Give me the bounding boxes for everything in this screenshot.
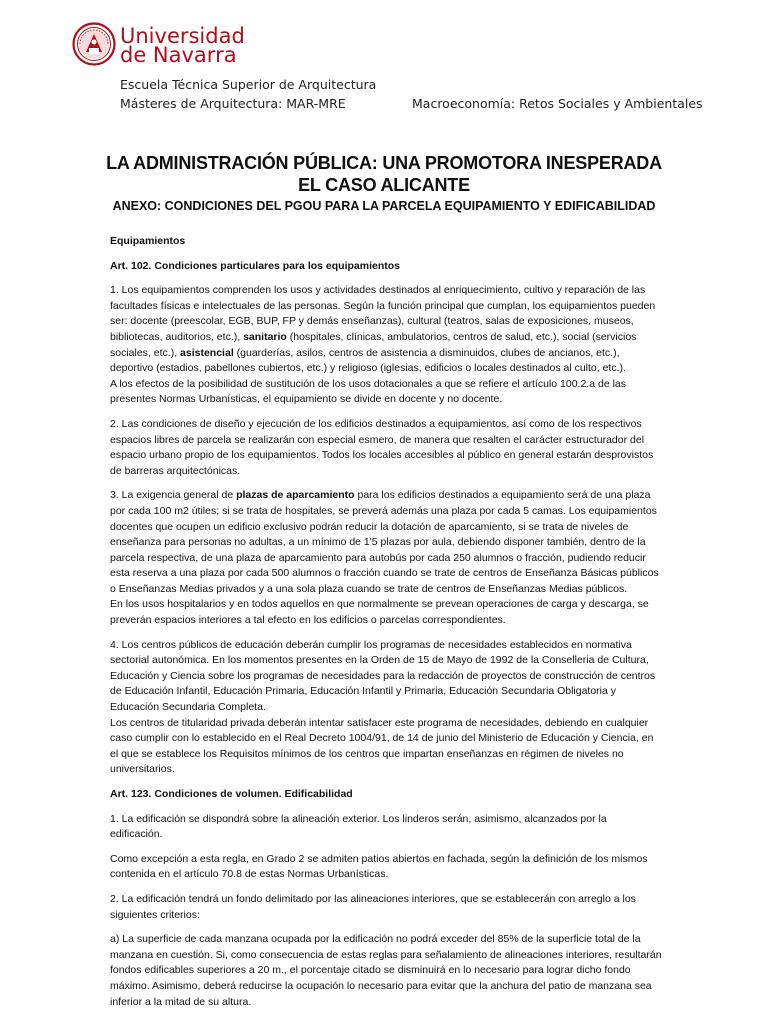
article-123-heading: Art. 123. Condiciones de volumen. Edificabilidad — [110, 788, 353, 800]
paragraph-4-continuation: Los centros de titularidad privada deberán intentar satisfacer este programa de necesidades, debiendo en cualquier caso cumplir con lo establecido en el Real Decreto 1004/91, de 14 de junio del Ministerio de Educación y Ciencia, en el que se establece los Requisitos mínimos de los centros que impartan enseñanzas en régimen de niveles no universitarios. — [110, 716, 654, 776]
program-name: Másteres de Arquitectura: MAR-MRE — [120, 96, 346, 111]
paragraph-3-text-a: 3. La exigencia general de — [110, 489, 237, 502]
paragraph-3-continuation: En los usos hospitalarios y en todos aquellos en que normalmente se prevean operaciones de carga y descarga, se preverán espacios interiores a tal efecto en los edificios o parcelas correspondientes. — [110, 598, 649, 627]
paragraph-3-text-c: para los edificios destinados a equipamiento será de una plaza por cada 100 m2 útiles; si se trata de hospitales, se preverá además una plaza por cada 5 camas. Los equipamientos docentes que ocupen un edificio exclusivo podrán reducir la dotación de aparcamiento, si se trata de niveles de enseñanza para personas no adultas, a un mínimo de 1'5 plazas por aula, debiendo disponer también, dentro de la parcela respectiva, de una plaza de aparcamiento para autobús por cada 250 alumnos o fracción, pudiendo reducir esta reserva a una plaza por cada 500 alumnos o fracción cuando se trate de centros de Enseñanza Básicas públicos o Enseñanzas Medias privados y a una sola plaza cuando se trate de centros de Enseñanzas Medias públicos. — [110, 489, 659, 595]
paragraph-1-continuation: A los efectos de la posibilidad de sustitución de los usos dotacionales a que se refiere el artículo 100.2.a de las presentes Normas Urbanísticas, el equipamiento se divide en docente y no docente. — [110, 377, 626, 406]
paragraph-1-text-c: (hospitales, clínicas, ambulatorios, centros de salud, etc.), social (servicios sociales, etc.), — [110, 330, 637, 359]
article-102-heading: Art. 102. Condiciones particulares para los equipamientos — [110, 259, 401, 272]
school-name: Escuela Técnica Superior de Arquitectura — [120, 77, 377, 92]
paragraph-1-text-e: (guarderías, asilos, centros de asistencia a disminuidos, clubes de ancianos, etc.), deportivo (estadios, pabellones cubiertos, etc.) y religioso (iglesias, edificios o locales destinados al culto, etc.). — [110, 346, 626, 375]
paragraph-1 — [110, 283, 662, 377]
paragraph-1-bold-asistencial: asistencial — [180, 346, 234, 359]
main-title: LA ADMINISTRACIÓN PÚBLICA: UNA PROMOTORA INESPERADA — [106, 153, 662, 173]
university-name — [120, 24, 245, 67]
paragraph-1-bold-sanitario: sanitario — [243, 330, 287, 343]
university-name-line2: de Navarra — [120, 43, 237, 67]
volume-paragraph-1: 1. La edificación se dispondrá sobre la alineación exterior. Los linderos serán, asimismo, alcanzados por la edificación. — [110, 812, 607, 841]
paragraph-3 — [110, 488, 662, 597]
paragraph-1-text-a: 1. Los equipamientos comprenden los usos y actividades destinados al enriquecimiento, cultivo y reparación de las facultades físicas e intelectuales de las personas. Según la función principal que cumplan, los equipamientos pueden ser: docente (preescolar, EGB, BUP, FP y demás enseñanzas), cultural (teatros, salas de exposiciones, museos, bibliotecas, auditorios, etc.), — [110, 284, 656, 343]
paragraph-3-bold-parking: plazas de aparcamiento — [236, 489, 355, 502]
paragraph-2: 2. Las condiciones de diseño y ejecución de los edificios destinados a equipamientos, así como de los respectivos espacios libres de parcela se realizarán con especial esmero, de manera que resalten el carácter estructurador del espacio urbano propio de los equipamientos. Todos los locales accesibles al público en general estarán desprovistos de barreras arquitectónicas. — [110, 417, 654, 477]
document-body — [110, 234, 662, 1019]
volume-paragraph-1-exception: Como excepción a esta regla, en Grado 2 se admiten patios abiertos en fachada, según la definición de los mismos contenida en el artículo 70.8 de estas Normas Urbanísticas. — [110, 852, 648, 881]
volume-paragraph-2: 2. La edificación tendrá un fondo delimitado por las alineaciones interiores, que se establecerán con arreglo a los siguientes criterios: — [110, 892, 636, 921]
university-name-line1: Universidad — [120, 24, 245, 48]
paragraph-4: 4. Los centros públicos de educación deberán cumplir los programas de necesidades establecidos en normativa sectorial autonómica. En los momentos presentes en la Orden de 15 de Mayo de 1992 de la Conselleria de Cultura, Educación y Ciencia sobre los programas de necesidades para la redacción de proyectos de construcción de centros de Educación Infantil, Educación Primaria, Educación Infantil y Primaria, Educación Secundaria Obligatoria y Educación Secundaria Completa. — [110, 638, 656, 714]
document-header — [0, 0, 768, 120]
university-seal-icon — [72, 22, 116, 66]
course-name: Macroeconomía: Retos Sociales y Ambientales — [412, 96, 703, 111]
volume-paragraph-2a: a) La superficie de cada manzana ocupada por la edificación no podrá exceder del 85% de la superficie total de la manzana en cuestión. Si, como consecuencia de estas reglas para señalamiento de alineaciones interiores, resultarán fondos edificables superiores a 20 m., el porcentaje citado se disminuirá en lo necesario para lograr dicho fondo máximo. Asimismo, deberá reducirse la ocupación lo necesario para evitar que la anchura del patio de manzana sea inferior a la mitad de su altura. — [110, 933, 662, 1008]
document-titles — [0, 152, 768, 215]
main-subtitle: EL CASO ALICANTE — [298, 175, 470, 195]
annex-title: ANEXO: CONDICIONES DEL PGOU PARA LA PARCELA EQUIPAMIENTO Y EDIFICABILIDAD — [112, 199, 656, 213]
section-heading: Equipamientos — [110, 235, 186, 247]
